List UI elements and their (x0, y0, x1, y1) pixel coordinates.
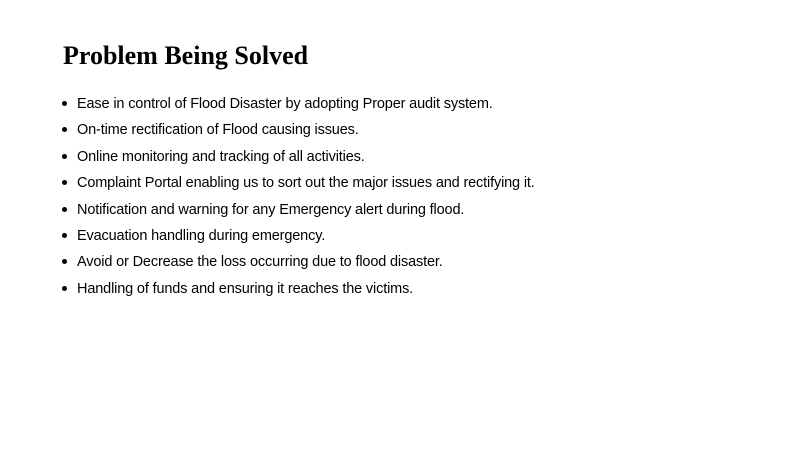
bullet-item (60, 252, 535, 278)
bullet-text: Complaint Portal enabling us to sort out the major issues and rectifying it. (77, 175, 535, 192)
bullet-dot-icon (62, 233, 67, 238)
bullet-item (60, 226, 535, 252)
bullet-dot-icon (62, 127, 67, 132)
bullet-text: Avoid or Decrease the loss occurring due to flood disaster. (77, 254, 443, 271)
slide-title: Problem Being Solved (63, 41, 309, 70)
bullet-item (60, 120, 535, 146)
bullet-text: Online monitoring and tracking of all activities. (77, 148, 365, 165)
bullet-item (60, 94, 535, 120)
bullet-dot-icon (62, 207, 67, 212)
bullet-dot-icon (62, 154, 67, 159)
bullet-list (60, 94, 535, 305)
bullet-item (60, 279, 535, 305)
bullet-text: Notification and warning for any Emergency alert during flood. (77, 201, 465, 218)
bullet-item (60, 147, 535, 173)
bullet-text: Handling of funds and ensuring it reaches the victims. (77, 280, 414, 297)
bullet-dot-icon (62, 180, 67, 185)
bullet-text: Ease in control of Flood Disaster by adopting Proper audit system. (77, 96, 493, 112)
bullet-dot-icon (62, 101, 67, 106)
bullet-text: On-time rectification of Flood causing issues. (77, 122, 359, 139)
bullet-item (60, 173, 535, 199)
bullet-dot-icon (62, 259, 67, 264)
bullet-item (60, 200, 535, 226)
bullet-dot-icon (62, 286, 67, 291)
bullet-text: Evacuation handling during emergency. (77, 227, 326, 244)
